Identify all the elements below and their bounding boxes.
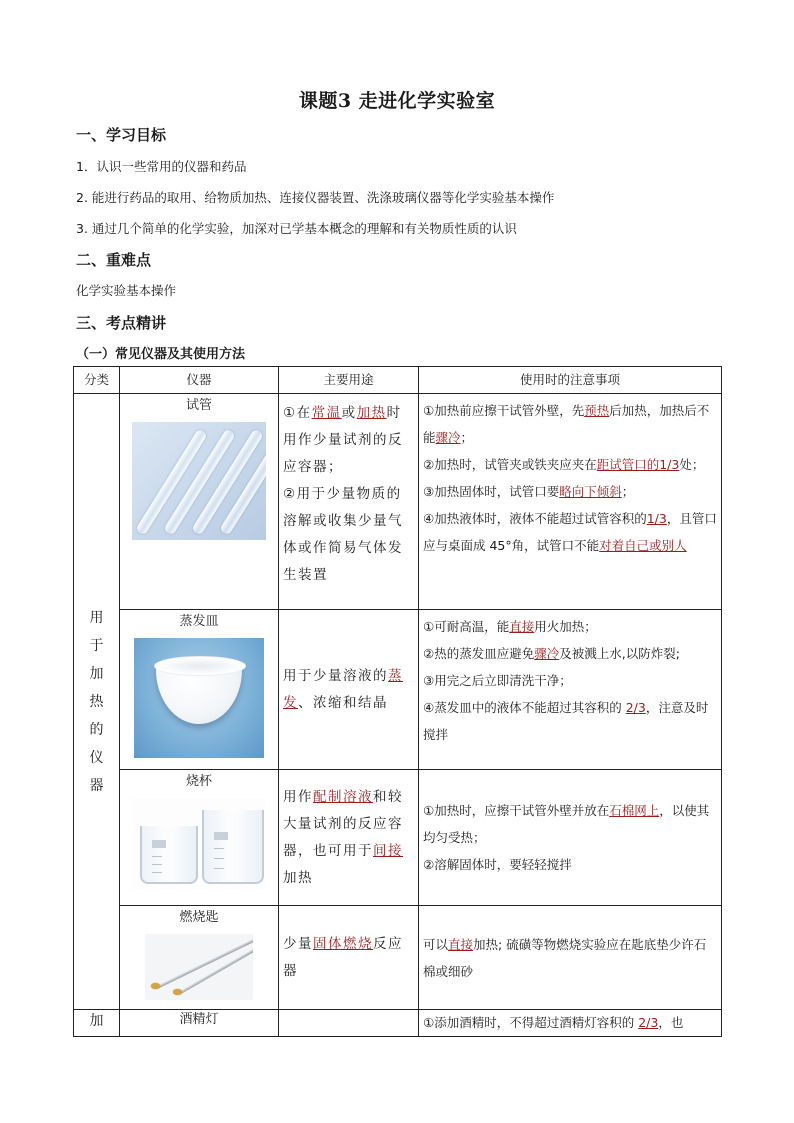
table-row (74, 610, 722, 770)
page-title: 课题3 走进化学实验室 (298, 90, 496, 112)
test-tube-image (132, 422, 266, 540)
use-cell: 用作配制溶液和较大量试剂的反应容器，也可用于间接加热 (279, 770, 419, 906)
instrument-cell (120, 394, 279, 610)
notes-cell: ①可耐高温，能直接用火加热； ②热的蒸发皿应避免骤冷及被溅上水,以防炸裂; ③用完之后立即清洗干净； ④蒸发皿中的液体不能超过其容积的 2/3，注意及时搅拌 (419, 610, 722, 770)
instrument-name: 蒸发皿 (179, 614, 219, 629)
use-cell: ①在常温或加热时用作少量试剂的反应容器； ②用于少量物质的溶解或收集少量气体或作简易气体发生装置 (279, 394, 419, 610)
section-heading-keypoints: 二、重难点 (76, 251, 152, 269)
table-row (74, 770, 722, 906)
instrument-cell (120, 610, 279, 770)
keypoints-text: 化学实验基本操作 (76, 283, 177, 298)
table-row (74, 394, 722, 610)
header-instrument: 仪器 (120, 367, 279, 394)
table-row (74, 1010, 722, 1037)
instrument-name: 烧杯 (185, 774, 212, 789)
category-cell: 加 (74, 1010, 120, 1037)
instrument-name: 酒精灯 (179, 1012, 219, 1027)
notes-cell: ①加热前应擦干试管外壁，先预热后加热，加热后不能骤冷； ②加热时，试管夹或铁夹应夹在距试管口的1/3处； ③加热固体时，试管口要略向下倾斜； ④加热液体时，液体不能超过试管容积的1/3，且管口应与桌面成 45°角，试管口不能对着自己或别人 (419, 394, 722, 610)
objective-item: 1．认识一些常用的仪器和药品 (76, 159, 247, 174)
instrument-table (73, 366, 722, 1037)
section-heading-exam-points: 三、考点精讲 (76, 314, 167, 332)
table-header-row (74, 367, 722, 394)
beaker-image (132, 798, 266, 890)
instrument-name: 试管 (185, 398, 212, 413)
notes-cell: ①加热时，应擦干试管外壁并放在石棉网上，以使其均匀受热； ②溶解固体时，要轻轻搅拌 (419, 770, 722, 906)
subsection-heading: （一）常见仪器及其使用方法 (76, 347, 246, 362)
table-row (74, 906, 722, 1010)
instrument-cell (120, 906, 279, 1010)
evaporating-dish-image (134, 638, 264, 758)
section-heading-objectives: 一、学习目标 (76, 126, 167, 144)
combustion-spoon-image (145, 934, 253, 1000)
use-cell (279, 1010, 419, 1037)
instrument-name: 燃烧匙 (179, 910, 219, 925)
header-notes: 使用时的注意事项 (419, 367, 722, 394)
notes-cell: 可以直接加热; 硫磺等物燃烧实验应在匙底垫少许石棉或细砂 (419, 906, 722, 1010)
instrument-cell (120, 1010, 279, 1037)
header-main-use: 主要用途 (279, 367, 419, 394)
objective-item: 2. 能进行药品的取用、给物质加热、连接仪器装置、洗涤玻璃仪器等化学实验基本操作 (76, 190, 555, 205)
category-heating-instruments: 用 于 加 热 的 仪 器 (74, 394, 120, 1010)
objective-item: 3. 通过几个简单的化学实验，加深对已学基本概念的理解和有关物质性质的认识 (76, 221, 517, 236)
use-cell: 用于少量溶液的蒸发、浓缩和结晶 (279, 610, 419, 770)
use-cell: 少量固体燃烧反应器 (279, 906, 419, 1010)
header-category: 分类 (74, 367, 120, 394)
notes-cell: ①添加酒精时，不得超过酒精灯容积的 2/3，也 (419, 1010, 722, 1037)
instrument-cell (120, 770, 279, 906)
